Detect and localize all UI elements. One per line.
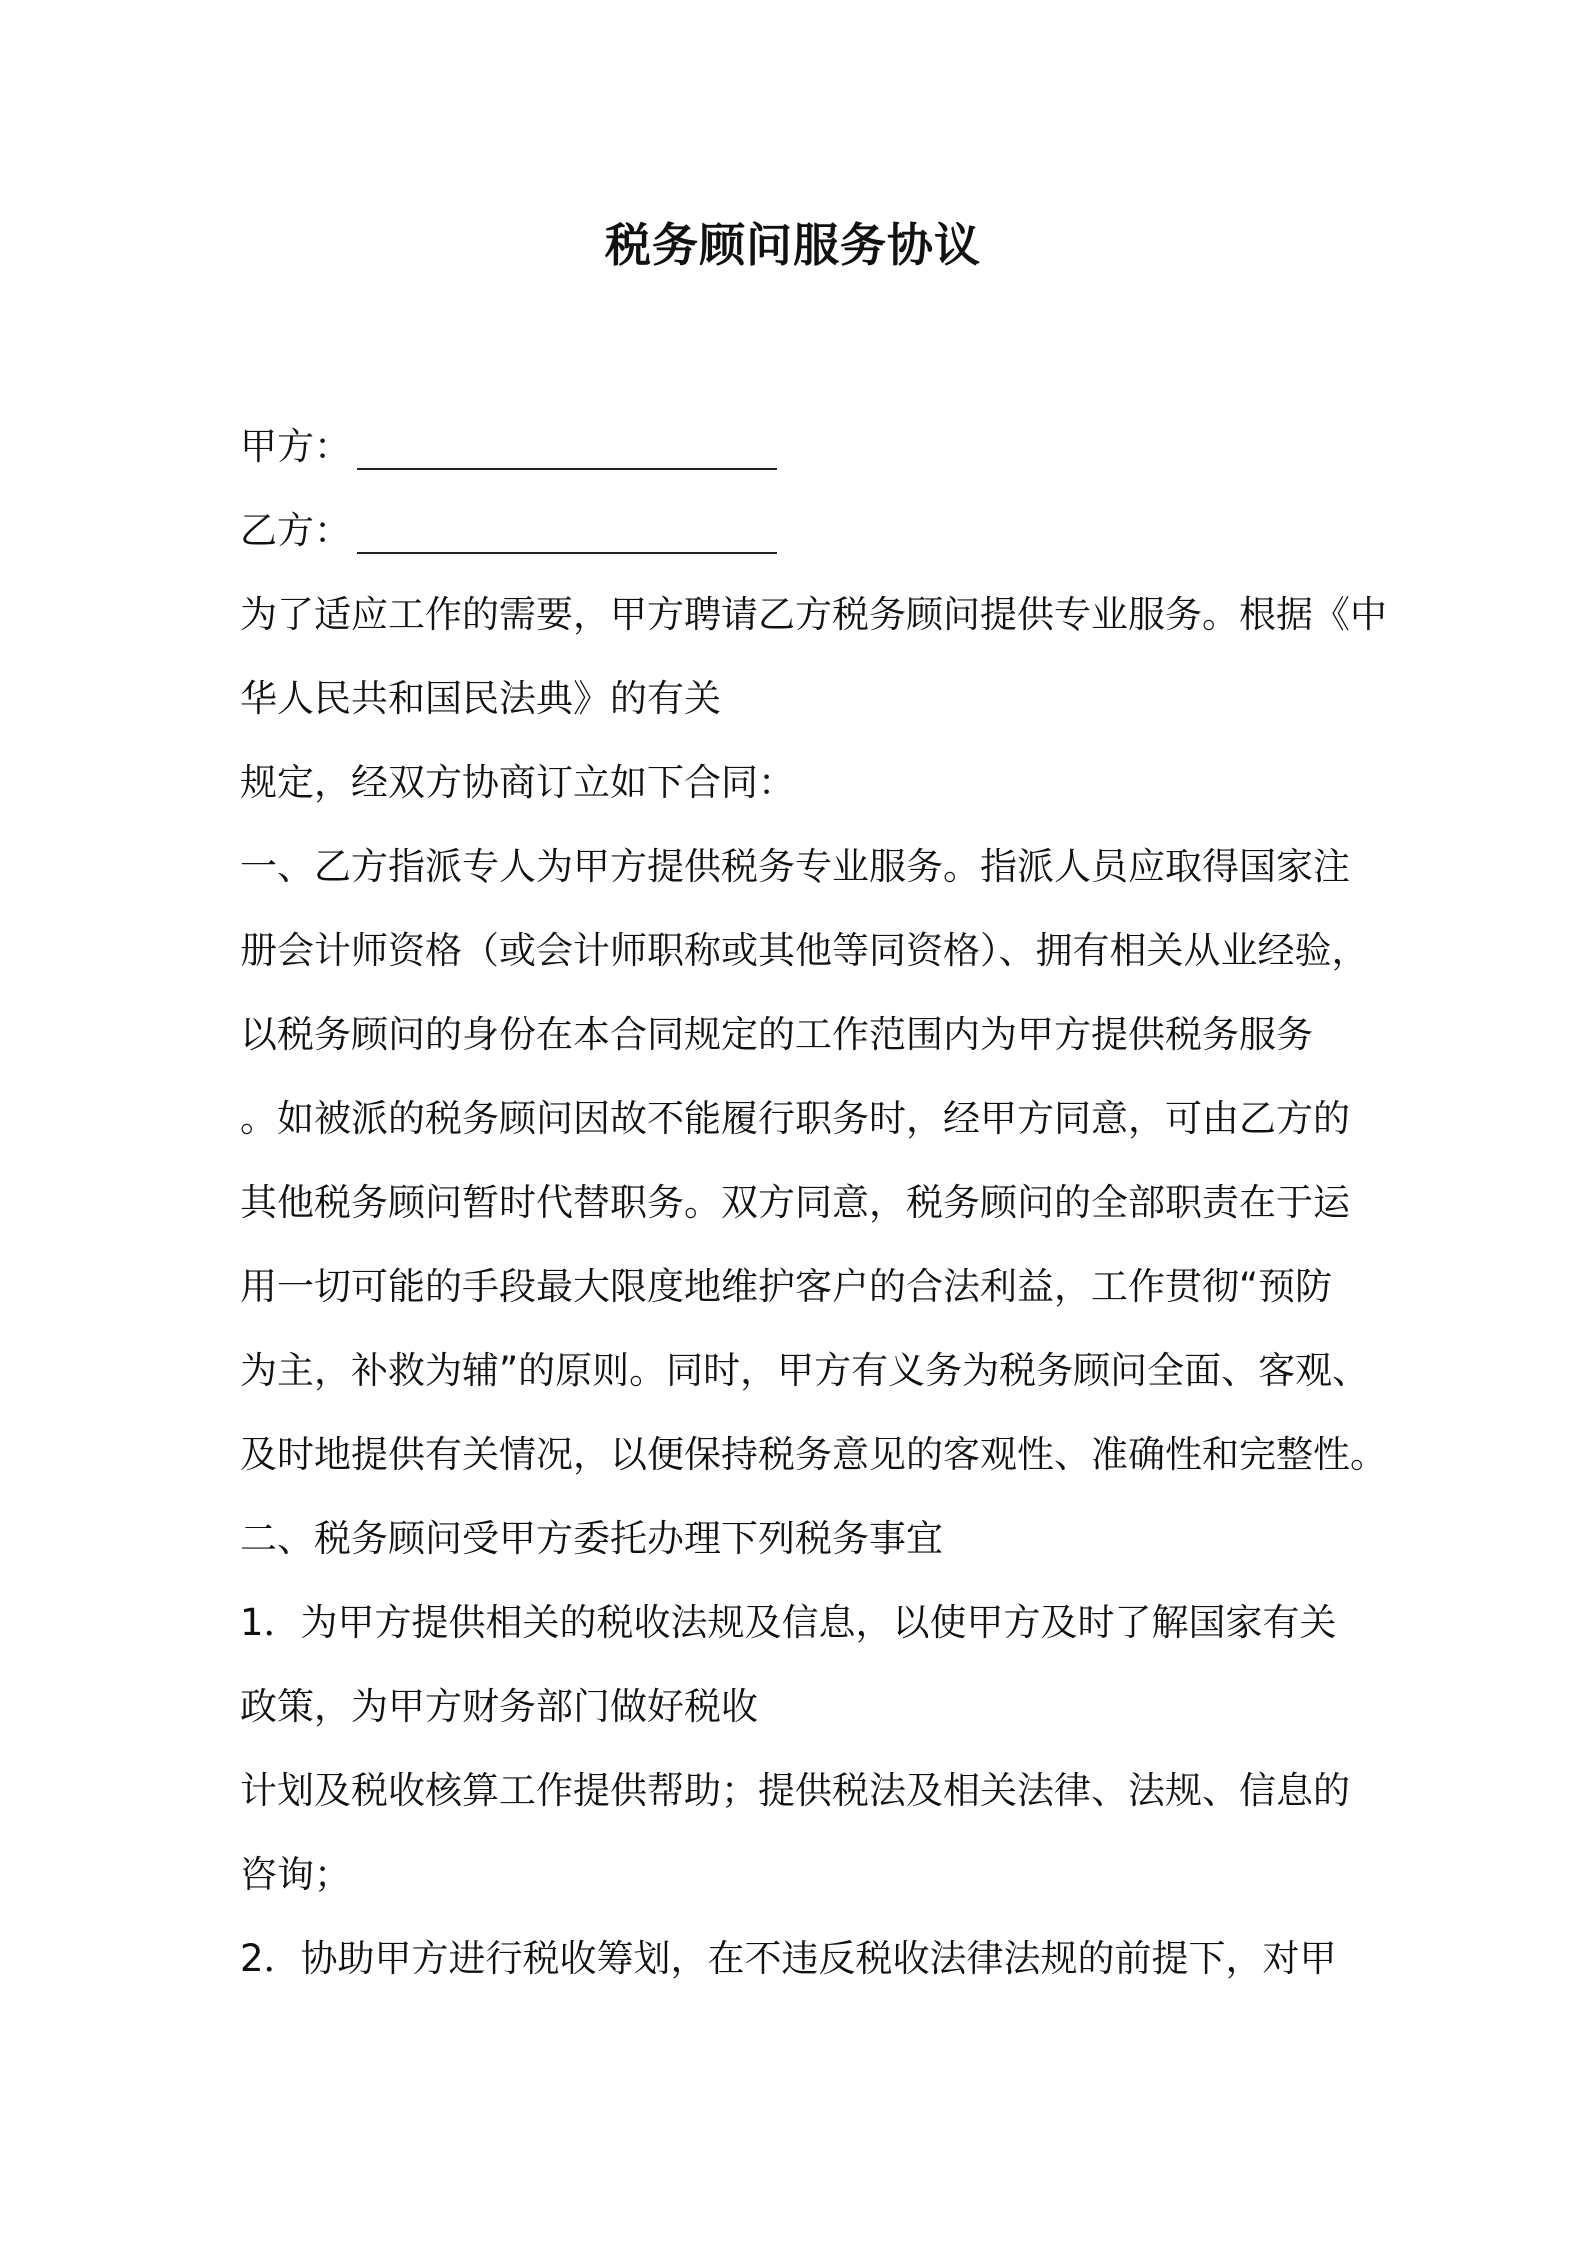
document-title: 税务顾问服务协议 [605,218,981,272]
party-a-blank [357,428,777,470]
party-a-line [240,405,1360,489]
text-line: 册会计师资格（或会计师职称或其他等同资格）、拥有相关从业经验， [240,929,1369,972]
text-line: 1．为甲方提供相关的税收法规及信息，以使甲方及时了解国家有关 [240,1601,1337,1644]
text-line: 及时地提供有关情况，以便保持税务意见的客观性、准确性和完整性。 [240,1433,1387,1476]
party-b-label: 乙方： [240,509,351,552]
text-line: 政策，为甲方财务部门做好税收 [240,1685,758,1728]
party-a-label: 甲方： [240,425,351,468]
text-line: 规定，经双方协商订立如下合同： [240,761,795,804]
text-line: 。如被派的税务顾问因故不能履行职务时，经甲方同意，可由乙方的 [240,1097,1350,1140]
text-line: 其他税务顾问暂时代替职务。双方同意，税务顾问的全部职责在于运 [240,1181,1350,1224]
text-line: 咨询； [240,1853,351,1896]
text-line: 以税务顾问的身份在本合同规定的工作范围内为甲方提供税务服务 [240,1013,1313,1056]
text-line: 为主，补救为辅”的原则。同时，甲方有义务为税务顾问全面、客观、 [240,1349,1370,1392]
document-body [240,405,1387,2001]
text-line: 2．协助甲方进行税收筹划，在不违反税收法律法规的前提下，对甲 [240,1937,1337,1980]
party-b-line [240,489,1360,573]
party-b-blank [357,512,777,554]
text-line: 二、税务顾问受甲方委托办理下列税务事宜 [240,1517,943,1560]
text-line: 一、乙方指派专人为甲方提供税务专业服务。指派人员应取得国家注 [240,845,1350,888]
text-line: 华人民共和国民法典》的有关 [240,677,721,720]
text-line: 为了适应工作的需要，甲方聘请乙方税务顾问提供专业服务。根据《中 [240,593,1387,636]
text-line: 用一切可能的手段最大限度地维护客户的合法利益，工作贯彻“预防 [240,1265,1333,1308]
text-line: 计划及税收核算工作提供帮助；提供税法及相关法律、法规、信息的 [240,1769,1350,1812]
